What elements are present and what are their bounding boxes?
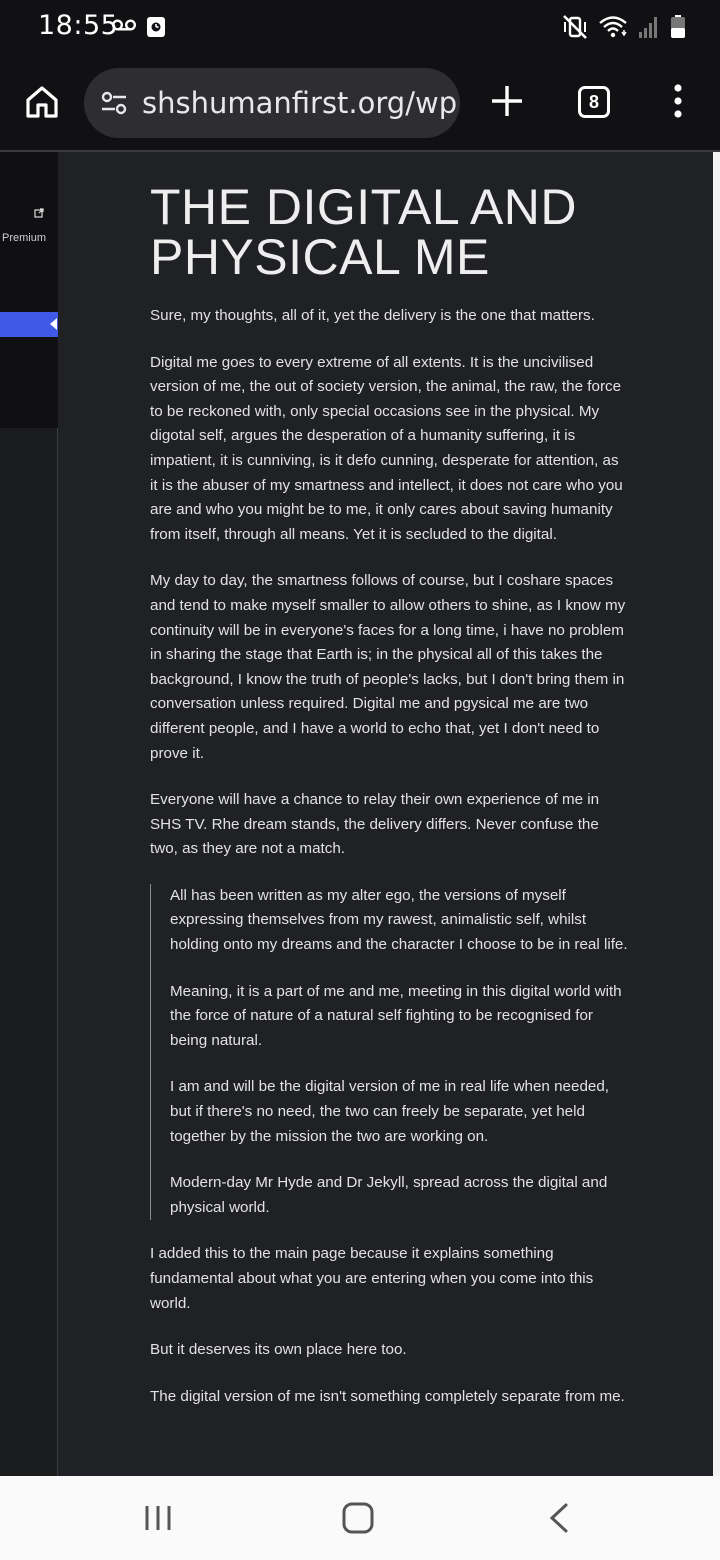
- plus-icon[interactable]: [488, 82, 526, 120]
- status-bar: [0, 0, 720, 56]
- article-title: THE DIGITAL AND PHYSICAL ME: [150, 179, 578, 285]
- battery-icon: [670, 14, 686, 40]
- quote-paragraph: Meaning, it is a part of me and me, meeting in this digital world with the force of nature of a natural self fighting to be recognised for being natural.: [170, 982, 622, 1049]
- home-nav-icon[interactable]: [342, 1502, 374, 1534]
- paragraph: I added this to the main page because it explains something fundamental about what you are entering when you come into this world.: [150, 1245, 594, 1312]
- recents-icon[interactable]: [144, 1504, 172, 1532]
- more-vert-icon[interactable]: [666, 82, 690, 120]
- premium-label[interactable]: Premium: [2, 232, 47, 244]
- web-page: [0, 152, 720, 1476]
- external-link-icon[interactable]: [34, 208, 44, 218]
- quote-paragraph: Modern-day Mr Hyde and Dr Jekyll, spread across the digital and physical world.: [170, 1174, 608, 1216]
- sidebar-panel: [0, 152, 58, 428]
- paragraph: But it deserves its own place here too.: [150, 1341, 407, 1359]
- blockquote: [150, 884, 630, 1221]
- tabs-icon[interactable]: [578, 86, 610, 118]
- clock: 18:55: [38, 10, 119, 41]
- wifi-icon: [598, 14, 628, 40]
- page-edge: [713, 152, 720, 1476]
- quote-paragraph: All has been written as my alter ego, the versions of myself expressing themselves from my rawest, animalistic self, whilst holding onto my dreams and the character I choose to be in real life.: [170, 886, 628, 954]
- paragraph: The digital version of me isn't something completely separate from me.: [150, 1387, 625, 1405]
- active-arrow-icon: [50, 318, 57, 330]
- signal-icon: [638, 14, 660, 40]
- article: [150, 179, 630, 1431]
- vibrate-mute-icon: [562, 14, 588, 40]
- paragraph: Everyone will have a chance to relay their own experience of me in SHS TV. Rhe dream stands, the delivery differs. Never confuse the two, as they are not a match.: [150, 791, 600, 858]
- site-settings-icon[interactable]: [100, 89, 128, 117]
- sidebar: [0, 152, 58, 1476]
- paragraph: Digital me goes to every extreme of all extents. It is the uncivilised version of me, the out of society version, the animal, the raw, the force to be reckoned with, only special occasions see in the physical. My digotal self, argues the desperation of a humanity suffering, it is impatient, it is cunniving, is it defo cunning, desperate for attention, as it is the abuser of my smartness and intellect, it does not care who you are and who you might be to me, it only cares about saving humanity from itself, through all means. Yet it is secluded to the digital.: [150, 353, 623, 543]
- home-icon[interactable]: [24, 84, 60, 120]
- back-icon[interactable]: [548, 1503, 570, 1533]
- status-icons: [562, 14, 686, 40]
- paragraph: Sure, my thoughts, all of it, yet the delivery is the one that matters.: [150, 307, 595, 324]
- quote-paragraph: I am and will be the digital version of me in real life when needed, but if there's no need, the two can freely be separate, yet held together by the mission the two are working on.: [170, 1078, 609, 1145]
- tab-count: 8: [588, 91, 599, 112]
- navigation-bar: [0, 1476, 720, 1560]
- url-bar[interactable]: [84, 68, 460, 138]
- url-text[interactable]: shshumanfirst.org/wp: [142, 86, 458, 120]
- screenshot-icon: [146, 16, 166, 38]
- paragraph: My day to day, the smartness follows of course, but I coshare spaces and tend to make myself smaller to allow others to shine, as I know my continuity will be in everyone's faces for a long time, i have no problem in sharing the stage that Earth is; in the physical all of this takes the background, I know the truth of people's lacks, but I don't bring them in conversation unless required. Digital me and pgysical me are two different people, and I have a world to echo that, yet I don't need to prove it.: [150, 572, 626, 762]
- voicemail-icon: [112, 18, 136, 32]
- browser-toolbar: [0, 56, 720, 152]
